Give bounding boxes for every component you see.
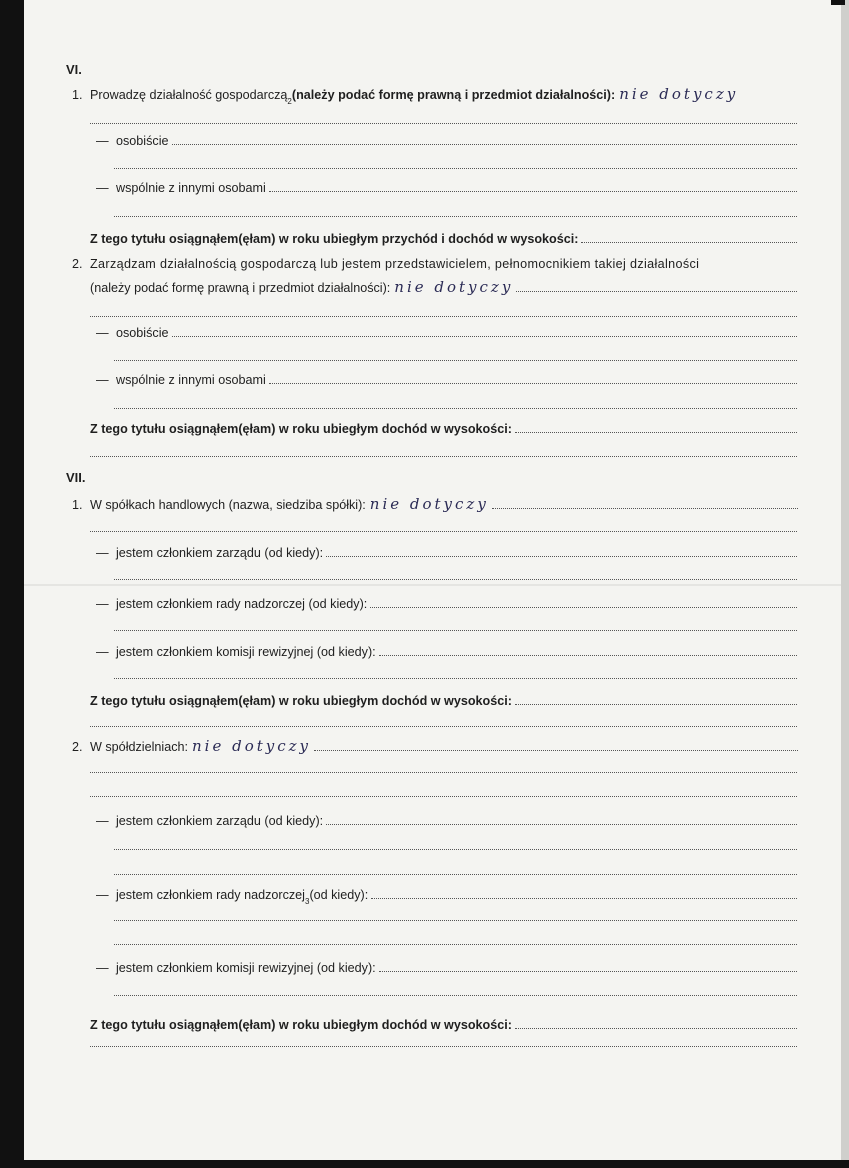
section-vi-heading: VI. [66, 62, 82, 77]
vii-item1-board-line[interactable] [96, 540, 797, 560]
vii-item1-text: W spółkach handlowych (nazwa, siedziba spółki): [90, 498, 366, 513]
vii-item2-supervisory-suffix: (od kiedy): [309, 888, 369, 903]
vi-item2-line2[interactable] [90, 275, 797, 295]
vii-item1-line[interactable] [72, 492, 798, 512]
vii-item1-board-label: jestem członkiem zarządu (od kiedy): [116, 546, 324, 561]
dash: — [96, 546, 109, 561]
vi-item2-jointly-line[interactable] [96, 367, 797, 387]
fill-dots[interactable] [269, 382, 797, 384]
vii-item1-audit-line[interactable] [96, 639, 797, 659]
fill-dots[interactable] [269, 190, 797, 192]
vi-item2-text-line2: (należy podać formę prawną i przedmiot działalności): [90, 281, 391, 296]
dash: — [96, 645, 109, 660]
vi-item1-jointly-line[interactable] [96, 175, 797, 195]
vi-item1-personally-fill-line[interactable] [114, 167, 797, 169]
vi-item1-handwritten-answer[interactable]: nie dotyczy [619, 85, 739, 103]
vi-item1-bold-text: (należy podać formę prawną i przedmiot działalności): [291, 88, 616, 103]
vii-item2-supervisory-label: jestem członkiem rady nadzorczej [116, 888, 305, 903]
form-page [24, 0, 841, 1160]
vii-item2-handwritten-answer[interactable]: nie dotyczy [192, 737, 312, 755]
vii-item2-line[interactable] [72, 734, 798, 754]
fill-dots[interactable] [326, 823, 797, 825]
fill-dots[interactable] [172, 143, 797, 145]
vii-item2-supervisory-fill-line-2[interactable] [114, 943, 797, 945]
vii-item1-income-label: Z tego tytułu osiągnąłem(ęłam) w roku ubiegłym dochód w wysokości: [90, 694, 512, 709]
dash: — [96, 961, 109, 976]
vi-item1-line: 1. Prowadzę działalność gospodarczą 2 (należy podać formę prawną i przedmiot działalności): nie dotyczy [72, 85, 739, 106]
vi-item2-fill-line[interactable] [90, 315, 797, 317]
vii-item2-income-fill-line[interactable] [90, 1045, 797, 1047]
vii-item2-income-line[interactable] [90, 1012, 797, 1032]
vi-item2-number: 2. [72, 257, 83, 272]
fill-dots[interactable] [581, 241, 797, 243]
dash: — [96, 181, 109, 196]
vi-item1-jointly-label: wspólnie z innymi osobami [116, 181, 266, 196]
scan-bottom-edge [0, 1160, 849, 1168]
paper-fold [24, 584, 841, 586]
vii-item1-supervisory-line[interactable] [96, 591, 797, 611]
dash: — [96, 814, 109, 829]
vii-item1-number: 1. [72, 498, 83, 513]
vi-item2-jointly-label: wspólnie z innymi osobami [116, 373, 266, 388]
vi-item1-income-label: Z tego tytułu osiągnąłem(ęłam) w roku ubiegłym przychód i dochód w wysokości: [90, 232, 579, 247]
vii-item2-supervisory-line[interactable]: — jestem członkiem rady nadzorczej 3 (od kiedy): [96, 882, 797, 902]
vii-item2-audit-label: jestem członkiem komisji rewizyjnej (od kiedy): [116, 961, 376, 976]
vi-item2-income-fill-line[interactable] [90, 455, 797, 457]
fill-dots[interactable] [371, 897, 797, 899]
vii-item1-supervisory-fill-line[interactable] [114, 629, 797, 631]
vi-item1-number: 1. [72, 88, 83, 103]
vii-item2-text: W spółdzielniach: [90, 740, 188, 755]
fill-dots[interactable] [314, 749, 798, 751]
fill-dots[interactable] [515, 431, 797, 433]
vii-item1-income-fill-line[interactable] [90, 725, 797, 727]
fill-dots[interactable] [515, 1027, 797, 1029]
vi-item1-personally-line[interactable] [96, 128, 797, 148]
scan-corner-mark [831, 0, 845, 5]
vii-item1-audit-fill-line[interactable] [114, 677, 797, 679]
vii-item2-fill-line-1[interactable] [90, 771, 797, 773]
vii-item2-board-fill-line-1[interactable] [114, 848, 797, 850]
fill-dots[interactable] [516, 290, 797, 292]
vi-item2-line1 [72, 251, 798, 271]
vii-item2-supervisory-fill-line-1[interactable] [114, 919, 797, 921]
vii-item2-audit-line[interactable] [96, 955, 797, 975]
vii-item1-supervisory-label: jestem członkiem rady nadzorczej (od kiedy): [116, 597, 368, 612]
vi-item2-text-line1: Zarządzam działalnością gospodarczą lub jestem przedstawicielem, pełnomocnikiem takiej działalności [90, 257, 700, 272]
dash: — [96, 597, 109, 612]
vi-item1-fill-line[interactable] [90, 122, 797, 124]
vi-item1-income-line[interactable] [90, 226, 797, 246]
vii-item1-audit-label: jestem członkiem komisji rewizyjnej (od kiedy): [116, 645, 376, 660]
fill-dots[interactable] [515, 703, 797, 705]
fill-dots[interactable] [492, 507, 798, 509]
dash: — [96, 888, 109, 903]
vi-item2-income-label: Z tego tytułu osiągnąłem(ęłam) w roku ubiegłym dochód w wysokości: [90, 422, 512, 437]
scan-left-edge [0, 0, 24, 1168]
vi-item1-jointly-fill-line[interactable] [114, 215, 797, 217]
section-vii-heading: VII. [66, 470, 86, 485]
vii-item2-fill-line-2[interactable] [90, 795, 797, 797]
fill-dots[interactable] [379, 654, 797, 656]
vii-item2-income-label: Z tego tytułu osiągnąłem(ęłam) w roku ubiegłym dochód w wysokości: [90, 1018, 512, 1033]
dash: — [96, 134, 109, 149]
vii-item1-income-line[interactable] [90, 688, 797, 708]
fill-dots[interactable] [379, 970, 797, 972]
vii-item1-fill-line[interactable] [90, 530, 797, 532]
scan-right-edge [841, 0, 849, 1168]
dash: — [96, 326, 109, 341]
vi-item1-text: Prowadzę działalność gospodarczą [90, 88, 288, 103]
vi-item2-personally-fill-line[interactable] [114, 359, 797, 361]
fill-dots[interactable] [370, 606, 797, 608]
vi-item1-personally-label: osobiście [116, 134, 169, 149]
vii-item2-number: 2. [72, 740, 83, 755]
fill-dots[interactable] [172, 335, 797, 337]
vi-item2-personally-label: osobiście [116, 326, 169, 341]
vii-item2-board-fill-line-2[interactable] [114, 873, 797, 875]
vii-item2-board-line[interactable] [96, 808, 797, 828]
vi-item2-jointly-fill-line[interactable] [114, 407, 797, 409]
vi-item2-handwritten-answer[interactable]: nie dotyczy [394, 278, 514, 296]
vi-item2-income-line[interactable] [90, 416, 797, 436]
vii-item2-audit-fill-line[interactable] [114, 994, 797, 996]
vi-item2-personally-line[interactable] [96, 320, 797, 340]
vii-item1-handwritten-answer[interactable]: nie dotyczy [369, 495, 489, 513]
vii-item2-board-label: jestem członkiem zarządu (od kiedy): [116, 814, 324, 829]
fill-dots[interactable] [326, 555, 797, 557]
dash: — [96, 373, 109, 388]
vii-item1-board-fill-line[interactable] [114, 578, 797, 580]
